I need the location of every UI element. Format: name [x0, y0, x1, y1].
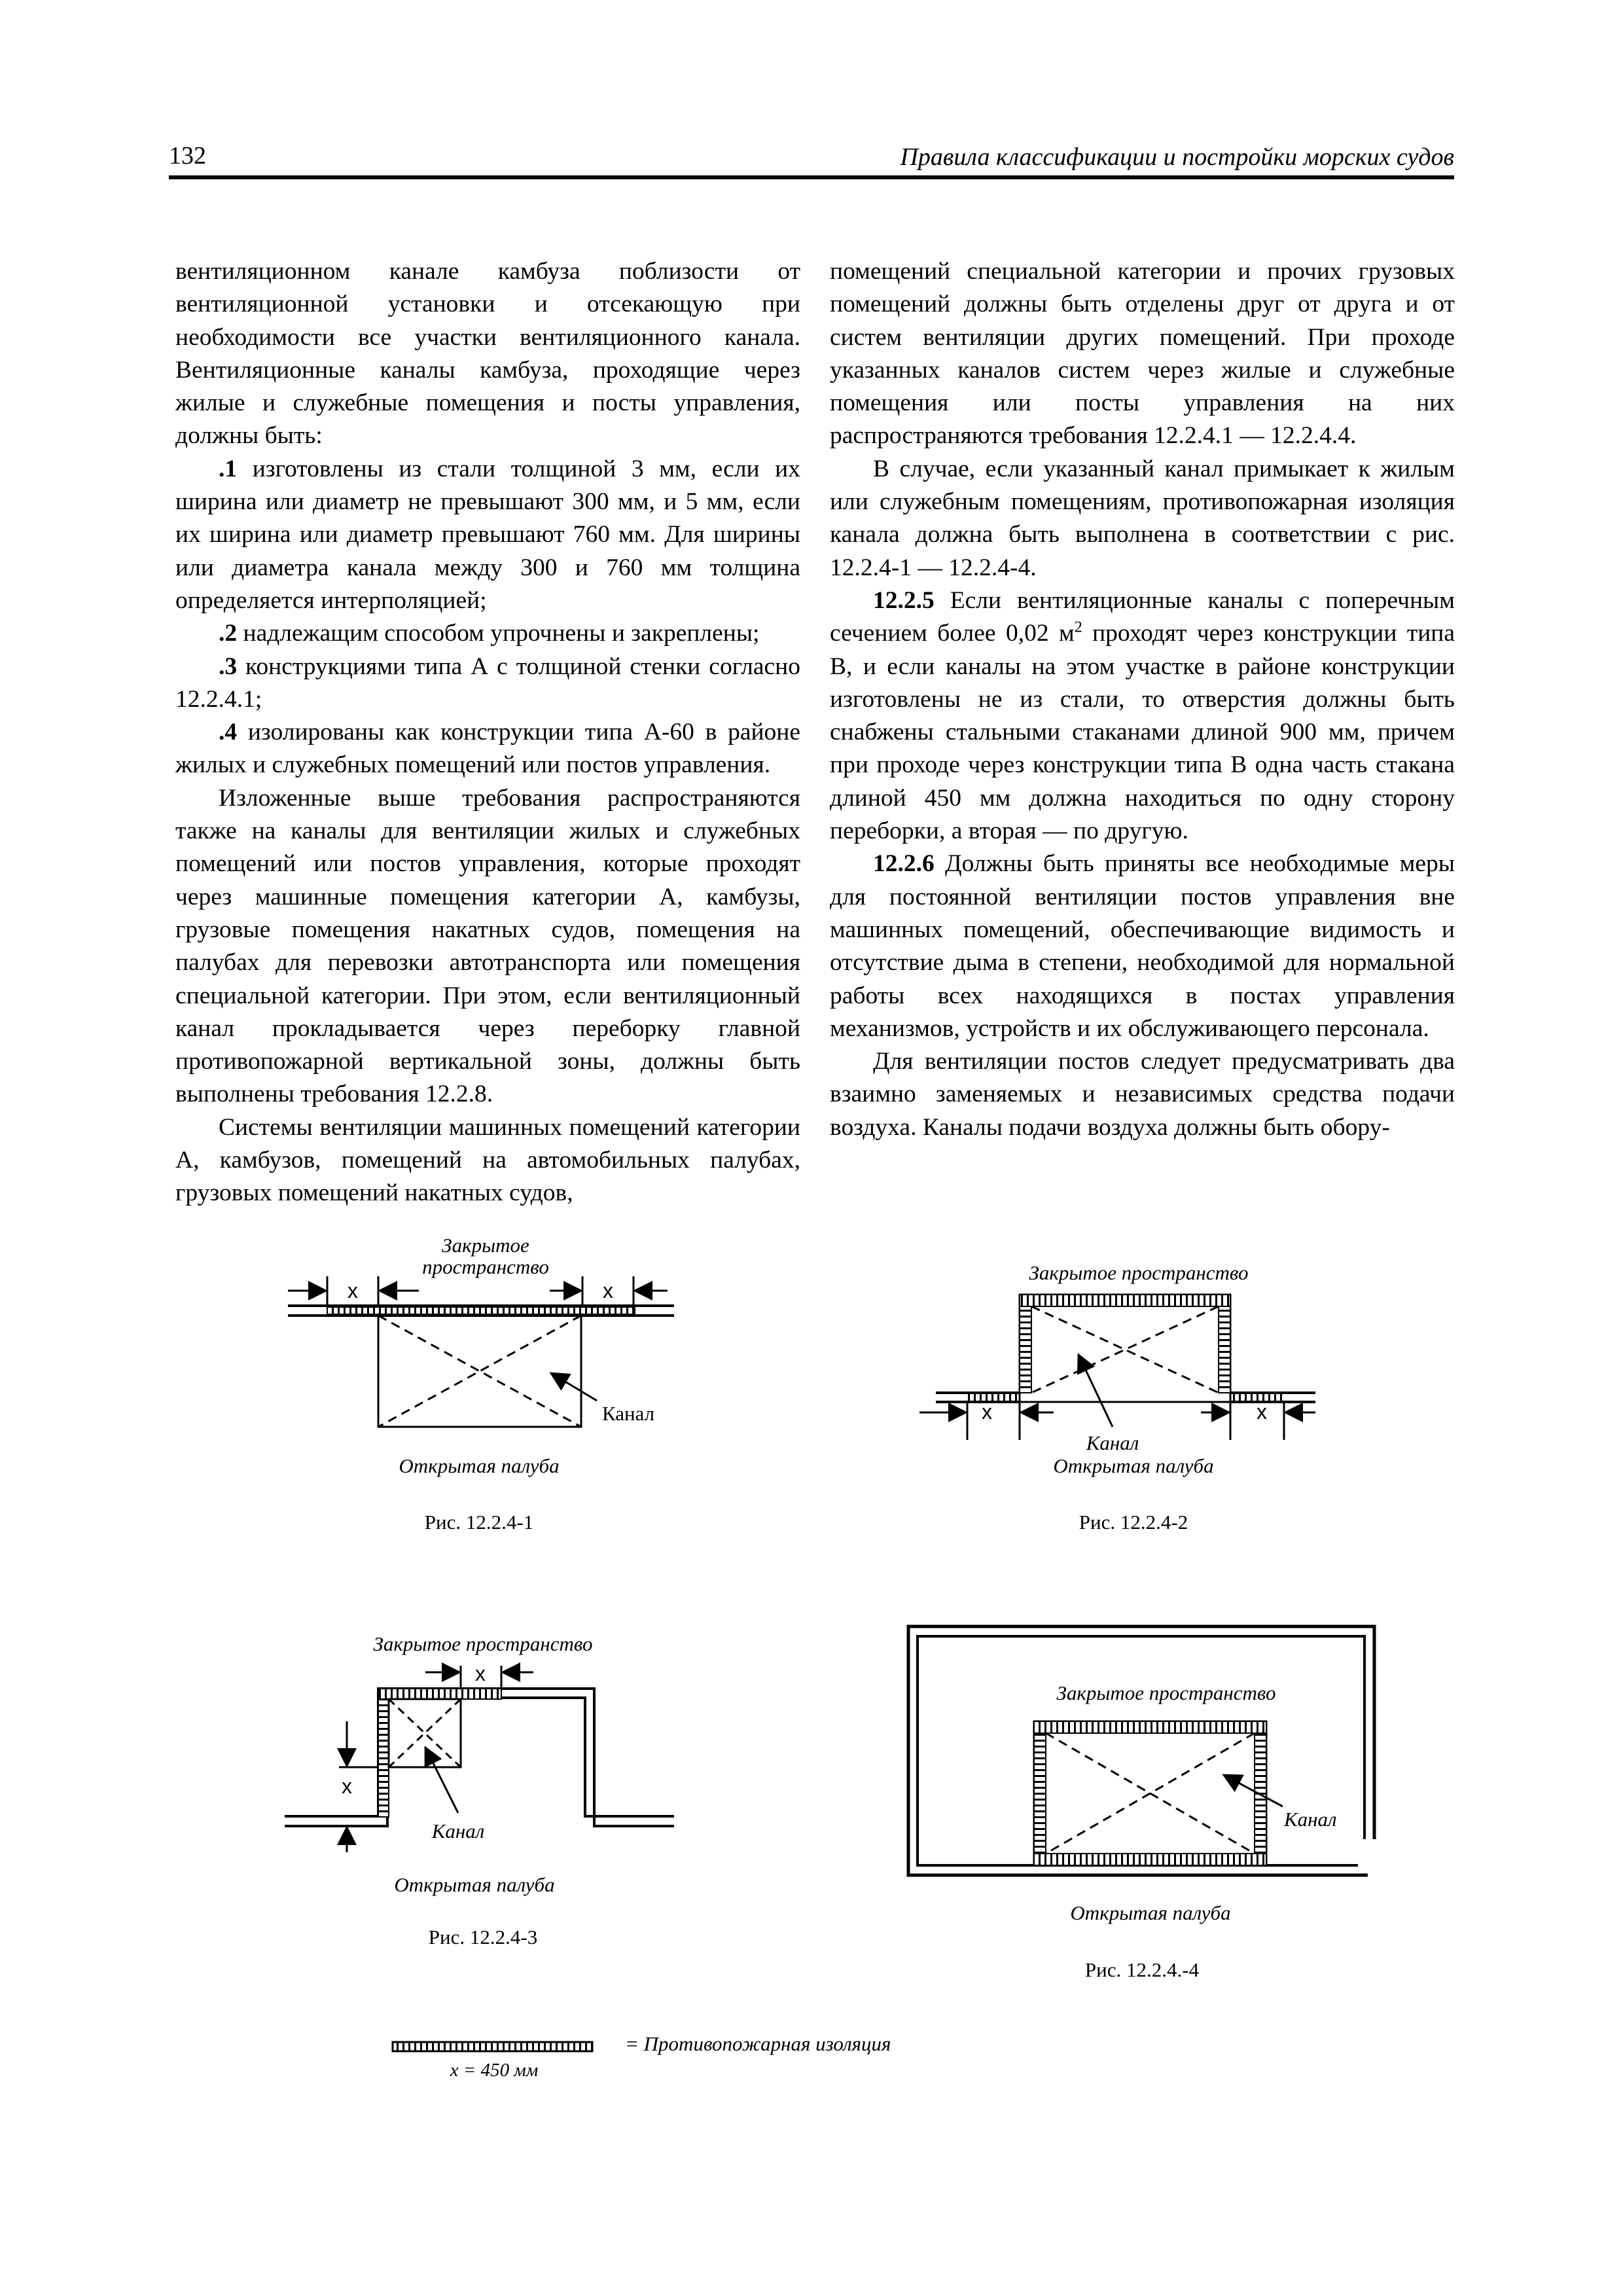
dim-x: x: [1257, 1400, 1267, 1424]
paragraph: Системы вентиляции машинных помещений категории А, камбузов, помещений на автомобильных палубах, грузовых помещений накатных судов,: [175, 1113, 800, 1207]
label-open-deck: Открытая палуба: [1070, 1901, 1231, 1924]
figure-caption: Рис. 12.2.4-2: [1079, 1511, 1188, 1534]
label-enclosed: Закрытое пространство: [373, 1632, 593, 1655]
figure-caption: Рис. 12.2.4-1: [424, 1511, 534, 1534]
label-open-deck: Открытая палуба: [399, 1454, 560, 1477]
label-open-deck: Открытая палуба: [1053, 1454, 1214, 1477]
paragraph: Изложенные выше требования распространяются также на каналы для вентиляции жилых и служебных помещений или постов управления, которые проходят через машинные помещения категории А, камбузы, грузовые помещения накатных судов, помещения на палубах для перевозки автотранспорта или помещения специальной категории. При этом, если вентиляционный канал прокладывается через переборку главной противопожарной вертикальной зоны, должны быть выполнены требования 12.2.8.: [175, 784, 800, 1108]
label-duct: Канал: [1284, 1808, 1337, 1831]
dim-x: x: [603, 1279, 613, 1302]
dim-x: x: [982, 1400, 992, 1424]
list-item: .1 изготовлены из стали толщиной 3 мм, если их ширина или диаметр не превышают 300 мм, и 5 мм, если их ширина или диаметр превышают 760 мм. Для ширины или диаметра канала между 300 и 760 мм толщина определяется интерполяцией;: [175, 455, 800, 614]
list-item: .3 конструкциями типа А с толщиной стенки согласно 12.2.4.1;: [175, 653, 800, 713]
label-duct: Канал: [1086, 1431, 1139, 1454]
dim-x: x: [342, 1774, 352, 1798]
running-title: Правила классификации и постройки морских судов: [900, 143, 1454, 171]
label-duct: Канал: [431, 1820, 485, 1842]
figure-caption: Рис. 12.2.4.-4: [1084, 1958, 1200, 1981]
paragraph: помещений специальной категории и прочих грузовых помещений должны быть отделены друг от друга и от систем вентиляции других помещений. При проходе указанных каналов систем через жилые и служебные помещения или посты управления на них распространяются требования 12.2.4.1 — 12.2.4.4.: [830, 258, 1455, 450]
insulation-strip: [378, 1689, 501, 1699]
figure-12-2-4-4: [908, 1626, 1374, 1981]
insulation-strip: [1034, 1721, 1266, 1733]
figure-caption: Рис. 12.2.4-3: [428, 1926, 538, 1948]
figure-12-2-4-2: [919, 1261, 1315, 1534]
label-open-deck: Открытая палуба: [394, 1873, 555, 1896]
list-item: .2 надлежащим способом упрочнены и закреплены;: [219, 620, 760, 647]
paragraph: Для вентиляции постов следует предусматривать два взаимно заменяемых и независимых средства подачи воздуха. Каналы подачи воздуха должны быть обору-: [830, 1048, 1455, 1141]
insulation-swatch: [393, 2042, 592, 2051]
label-enclosed: Закрытое: [442, 1234, 529, 1257]
clause-12-2-5: 12.2.5 Если вентиляционные каналы с поперечным сечением более 0,02 $м^2$ проходят через конструкции типа В, и если каналы на этом участке в районе конструкции изготовлены не из стали, то отверстия должны быть снабжены стальными стаканами длиной 900 мм, причем при проходе через конструкции типа В одна часть стакана длиной 450 мм должна находиться по одну сторону переборки, а вторая — по другую.: [830, 586, 1455, 845]
figure-12-2-4-3: [285, 1632, 674, 1948]
list-item: .4 изолированы как конструкции типа А-60 в районе жилых и служебных помещений или постов управления.: [175, 719, 800, 779]
insulation-strip: [1020, 1295, 1230, 1306]
legend-insulation: = Противопожарная изоляция: [625, 2032, 891, 2055]
label-enclosed: пространство: [422, 1255, 549, 1278]
clause-12-2-6: 12.2.6 Должны быть приняты все необходимые меры для постоянной вентиляции постов управления вне машинных помещений, обеспечивающие видимость и отсутствие дыма в степени, необходимой для нормальной работы всех находящихся в постах управления механизмов, устройств и их обслуживающего персонала.: [830, 850, 1455, 1042]
paragraph: В случае, если указанный канал примыкает к жилым или служебным помещениям, противопожарная изоляция канала должна быть выполнена в соответствии с рис. 12.2.4-1 — 12.2.4-4.: [830, 455, 1455, 581]
duct: [1020, 1295, 1230, 1402]
label-enclosed: Закрытое пространство: [1056, 1681, 1276, 1704]
label-enclosed: Закрытое пространство: [1029, 1261, 1249, 1284]
paragraph: вентиляционном канале камбуза поблизости от вентиляционной установки и отсекающую при необходимости все участки вентиляционного канала. Вентиляционные каналы камбуза, проходящие через жилые и служебные помещения и посты управления, должны быть:: [175, 258, 800, 450]
insulation-strip: [327, 1307, 635, 1314]
dim-x: x: [348, 1279, 358, 1302]
legend-x-value: x = 450 мм: [450, 2060, 539, 2081]
label-duct: Канал: [602, 1402, 655, 1425]
page-number: 132: [169, 142, 206, 170]
figure-12-2-4-1: [288, 1234, 674, 1534]
legend: [393, 2032, 891, 2081]
dim-x: x: [475, 1662, 486, 1685]
